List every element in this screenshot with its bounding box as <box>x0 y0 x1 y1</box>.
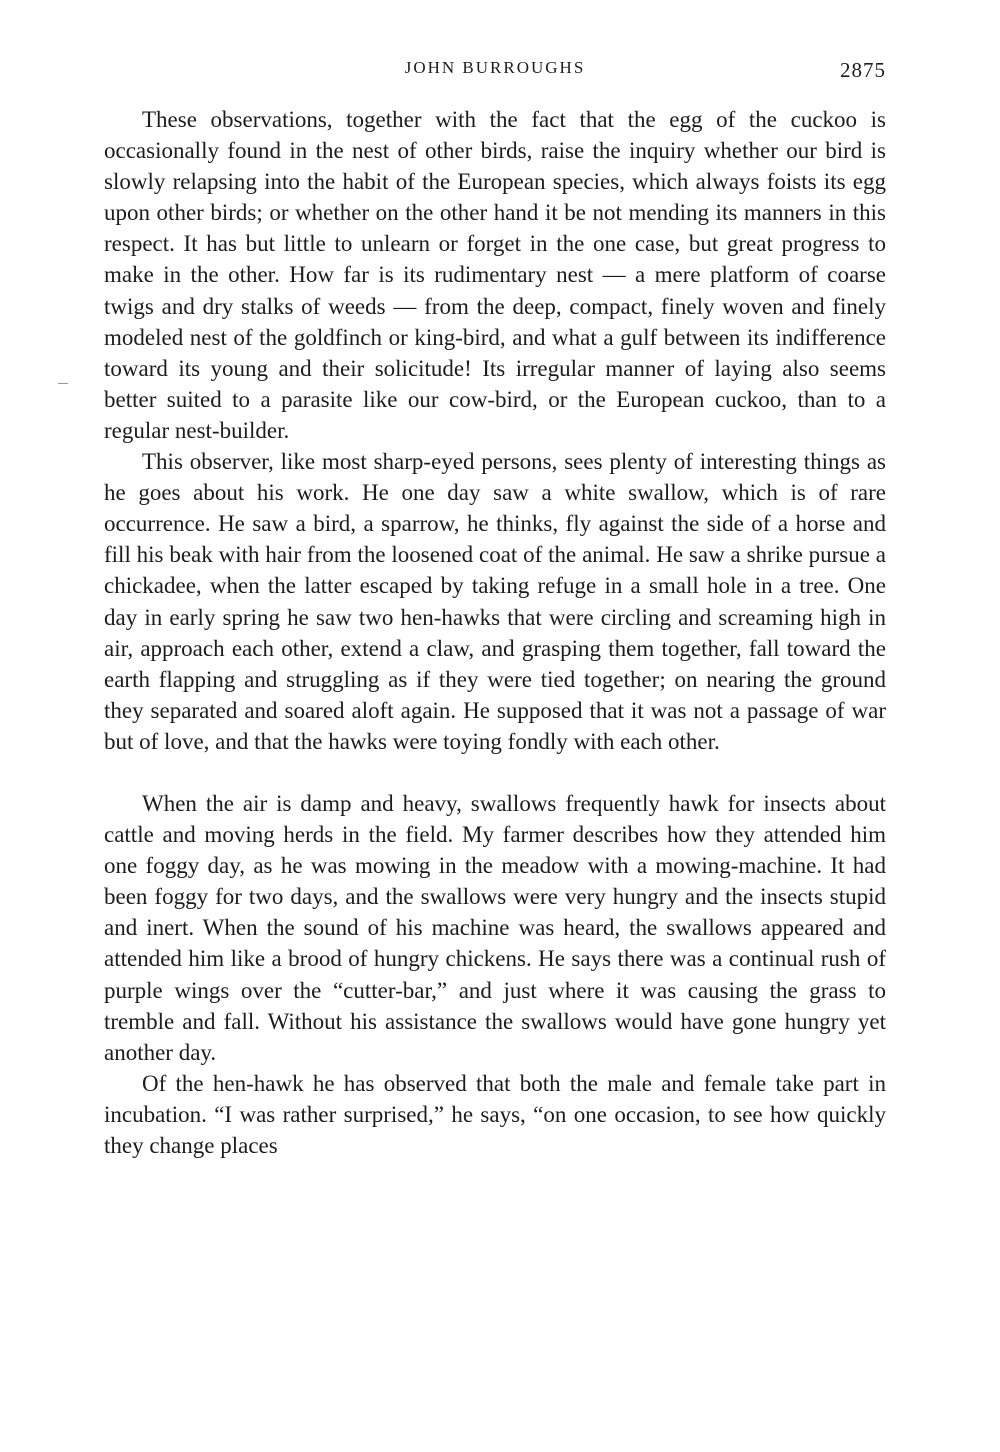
page-number: 2875 <box>840 58 886 82</box>
paragraph-swallows: When the air is damp and heavy, swallows frequently hawk for insects about cattle and moving herds in the field. My farmer describes how they attended him one foggy day, as he was mowing in the meadow with a mowing-machine. It had been foggy for two days, and the swallows were very hungry and the insects stupid and inert. When the sound of his machine was heard, the swallows appeared and attended him like a brood of hungry chickens. He says there was a continual rush of purple wings over the “cutter-bar,” and just where it was causing the grass to tremble and fall. Without his assistance the swallows would have gone hungry yet another day. <box>104 790 886 1065</box>
paragraph-observer: This observer, like most sharp-eyed persons, sees plenty of interesting things as he goes about his work. He one day saw a white swallow, which is of rare occurrence. He saw a bird, a sparrow, he thinks, fly against the side of a horse and fill his beak with hair from the loosened coat of the animal. He saw a shrike pursue a chickadee, when the latter escaped by taking refuge in a small hole in a tree. One day in early spring he saw two hen-hawks that were circling and screaming high in air, approach each other, extend a claw, and grasping them together, fall toward the earth flapping and struggling as if they were tied together; on nearing the ground they separated and soared aloft again. He supposed that it was not a passage of war but of love, and that the hawks were toying fondly with each other. <box>104 449 886 754</box>
running-head <box>104 58 886 88</box>
margin-mark <box>58 383 68 384</box>
running-head-title: JOHN BURROUGHS <box>404 58 586 77</box>
paragraph-hen-hawk: Of the hen-hawk he has observed that both the male and female take part in incubation. “I was rather surprised,” he says, “on one occasion, to see how quickly they change places <box>104 1070 886 1158</box>
body-text <box>104 104 886 1161</box>
paragraph-cuckoo: These observations, together with the fact that the egg of the cuckoo is occasionally found in the nest of other birds, raise the inquiry whether our bird is slowly relapsing into the habit of the European species, which always foists its egg upon other birds; or whether on the other hand it be not mending its manners in this respect. It has but little to unlearn or forget in the one case, but great progress to make in the other. How far is its rudimentary nest — a mere platform of coarse twigs and dry stalks of weeds — from the deep, compact, finely woven and finely modeled nest of the goldfinch or king-bird, and what a gulf between its indifference toward its young and their solicitude! Its irregular manner of laying also seems better suited to a parasite like our cow-bird, or the European cuckoo, than to a regular nest-builder. <box>104 107 886 443</box>
section-break <box>104 757 886 788</box>
